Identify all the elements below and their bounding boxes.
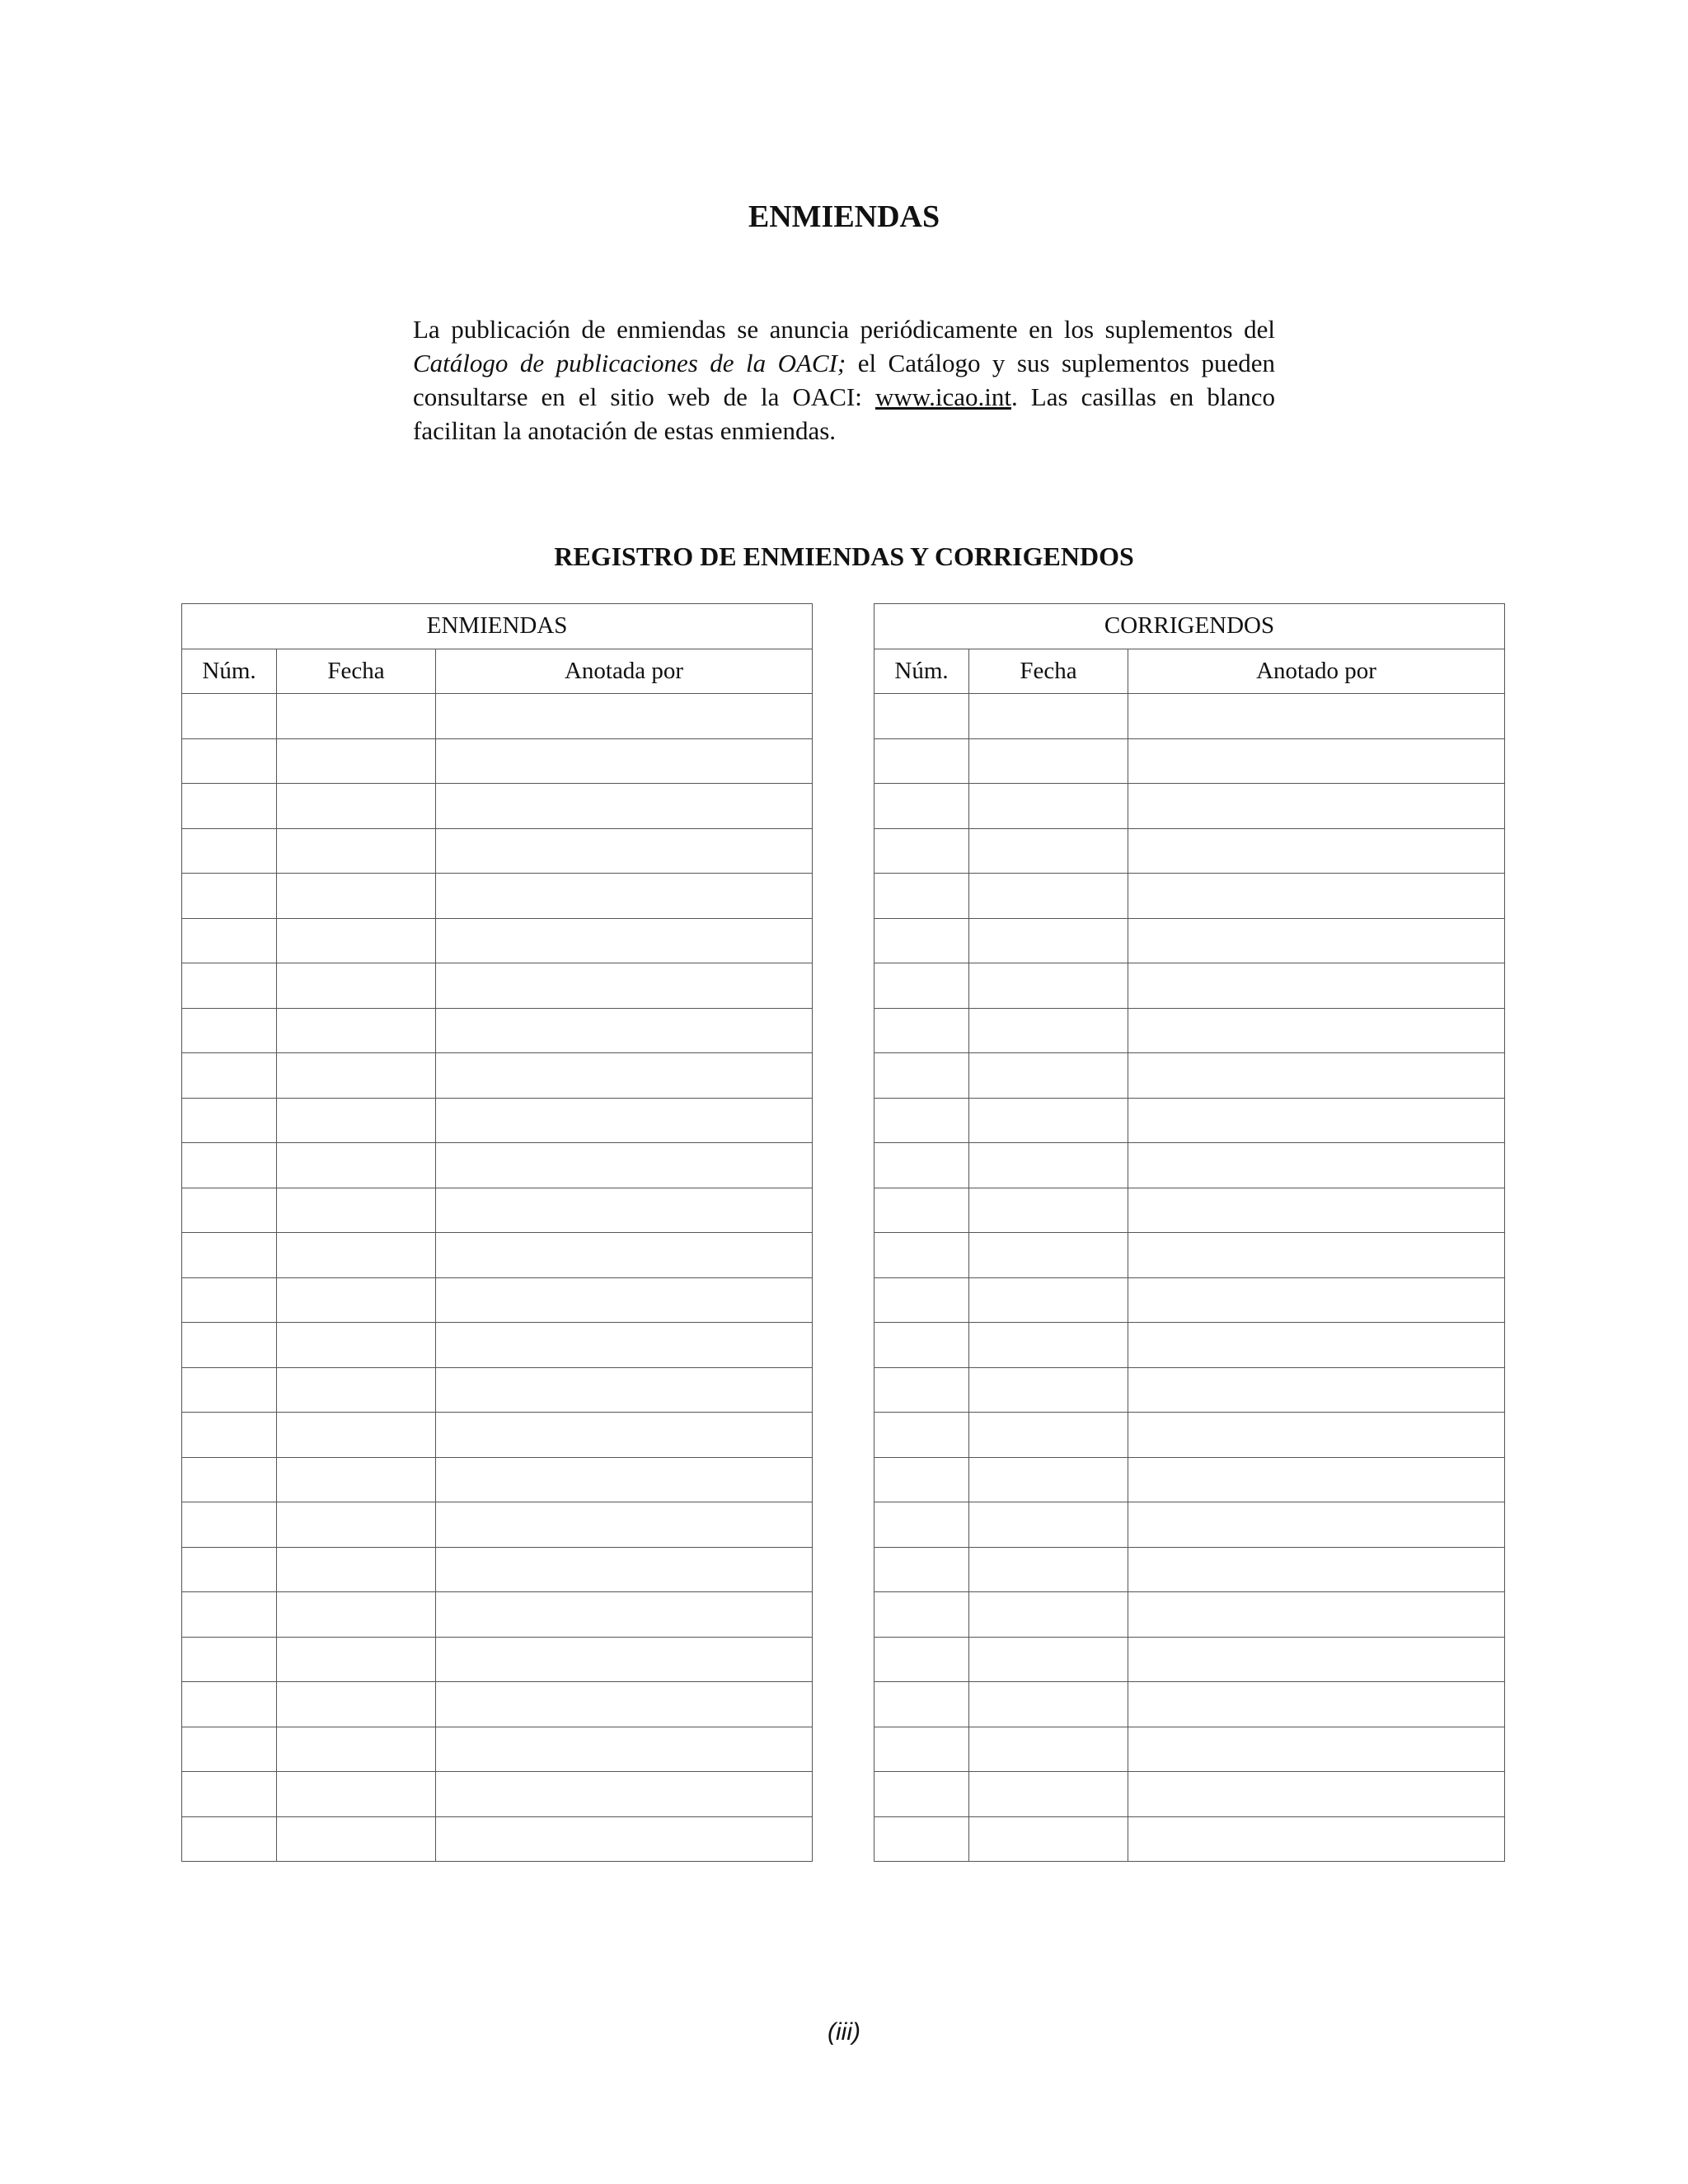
table-row bbox=[182, 694, 813, 739]
date-cell[interactable] bbox=[969, 918, 1128, 963]
table-row bbox=[874, 963, 1505, 1009]
annotated-by-cell[interactable] bbox=[1128, 1502, 1505, 1548]
table-row bbox=[874, 1367, 1505, 1413]
num-cell[interactable] bbox=[874, 1053, 969, 1099]
num-cell[interactable] bbox=[182, 1143, 277, 1188]
num-cell[interactable] bbox=[182, 1367, 277, 1413]
table-row bbox=[182, 1233, 813, 1278]
table-row bbox=[874, 1502, 1505, 1548]
date-cell[interactable] bbox=[969, 1188, 1128, 1233]
num-cell[interactable] bbox=[874, 1143, 969, 1188]
annotated-by-cell[interactable] bbox=[436, 1637, 813, 1682]
date-cell[interactable] bbox=[969, 1547, 1128, 1592]
num-cell[interactable] bbox=[874, 1098, 969, 1143]
column-header-num: Núm. bbox=[874, 649, 969, 694]
num-cell[interactable] bbox=[874, 1413, 969, 1458]
column-header-date: Fecha bbox=[969, 649, 1128, 694]
table-row bbox=[182, 1772, 813, 1817]
table-row bbox=[874, 1772, 1505, 1817]
table-row bbox=[874, 1277, 1505, 1323]
table-row bbox=[874, 918, 1505, 963]
table-row bbox=[874, 1188, 1505, 1233]
intro-text-1: La publicación de enmiendas se anuncia periódicamente en los suplementos del bbox=[413, 315, 1275, 344]
num-cell[interactable] bbox=[874, 1367, 969, 1413]
date-cell[interactable] bbox=[969, 1637, 1128, 1682]
column-header-annotated-by: Anotado por bbox=[1128, 649, 1505, 694]
table-row bbox=[874, 874, 1505, 919]
annotated-by-cell[interactable] bbox=[1128, 1592, 1505, 1638]
annotated-by-cell[interactable] bbox=[1128, 1727, 1505, 1772]
annotated-by-cell[interactable] bbox=[436, 1547, 813, 1592]
num-cell[interactable] bbox=[182, 1637, 277, 1682]
date-cell[interactable] bbox=[277, 1637, 436, 1682]
table-row bbox=[874, 1727, 1505, 1772]
date-cell[interactable] bbox=[277, 1592, 436, 1638]
table-row bbox=[874, 1457, 1505, 1502]
register-title: REGISTRO DE ENMIENDAS Y CORRIGENDOS bbox=[554, 541, 1134, 571]
date-cell[interactable] bbox=[277, 1682, 436, 1727]
table-row bbox=[182, 1188, 813, 1233]
date-cell[interactable] bbox=[969, 1233, 1128, 1278]
annotated-by-cell[interactable] bbox=[1128, 1547, 1505, 1592]
annotated-by-cell[interactable] bbox=[1128, 918, 1505, 963]
annotated-by-cell[interactable] bbox=[436, 1502, 813, 1548]
date-cell[interactable] bbox=[277, 1277, 436, 1323]
annotated-by-cell[interactable] bbox=[1128, 874, 1505, 919]
date-cell[interactable] bbox=[277, 963, 436, 1009]
annotated-by-cell[interactable] bbox=[436, 1413, 813, 1458]
date-cell[interactable] bbox=[969, 1323, 1128, 1368]
annotated-by-cell[interactable] bbox=[436, 738, 813, 784]
annotated-by-cell[interactable] bbox=[436, 1772, 813, 1817]
date-cell[interactable] bbox=[277, 918, 436, 963]
annotated-by-cell[interactable] bbox=[1128, 784, 1505, 829]
num-cell[interactable] bbox=[874, 1727, 969, 1772]
num-cell[interactable] bbox=[182, 1323, 277, 1368]
table-row bbox=[182, 1277, 813, 1323]
table-row bbox=[874, 1323, 1505, 1368]
column-header-date: Fecha bbox=[277, 649, 436, 694]
table-row bbox=[874, 1547, 1505, 1592]
page-title: ENMIENDAS bbox=[748, 199, 940, 234]
date-cell[interactable] bbox=[277, 828, 436, 874]
date-cell[interactable] bbox=[277, 694, 436, 739]
num-cell[interactable] bbox=[182, 1457, 277, 1502]
table-row bbox=[874, 784, 1505, 829]
date-cell[interactable] bbox=[969, 1772, 1128, 1817]
amendments-table-title: ENMIENDAS bbox=[182, 604, 813, 649]
num-cell[interactable] bbox=[182, 1682, 277, 1727]
annotated-by-cell[interactable] bbox=[436, 874, 813, 919]
annotated-by-cell[interactable] bbox=[436, 828, 813, 874]
date-cell[interactable] bbox=[277, 1143, 436, 1188]
annotated-by-cell[interactable] bbox=[1128, 1143, 1505, 1188]
date-cell[interactable] bbox=[969, 1592, 1128, 1638]
num-cell[interactable] bbox=[874, 1637, 969, 1682]
table-row bbox=[874, 1682, 1505, 1727]
date-cell[interactable] bbox=[277, 1772, 436, 1817]
num-cell[interactable] bbox=[874, 1277, 969, 1323]
table-row bbox=[182, 1053, 813, 1099]
num-cell[interactable] bbox=[874, 694, 969, 739]
num-cell[interactable] bbox=[182, 918, 277, 963]
annotated-by-cell[interactable] bbox=[436, 1457, 813, 1502]
table-row bbox=[182, 874, 813, 919]
table-row bbox=[182, 918, 813, 963]
catalog-title: Catálogo de publicaciones de la OACI; bbox=[413, 349, 846, 377]
table-row bbox=[182, 1143, 813, 1188]
date-cell[interactable] bbox=[969, 1367, 1128, 1413]
num-cell[interactable] bbox=[874, 963, 969, 1009]
table-row bbox=[874, 828, 1505, 874]
table-row bbox=[874, 1413, 1505, 1458]
num-cell[interactable] bbox=[874, 1592, 969, 1638]
table-row bbox=[182, 1098, 813, 1143]
num-cell[interactable] bbox=[182, 1502, 277, 1548]
date-cell[interactable] bbox=[277, 1502, 436, 1548]
table-row bbox=[182, 738, 813, 784]
date-cell[interactable] bbox=[277, 1727, 436, 1772]
date-cell[interactable] bbox=[277, 1816, 436, 1862]
table-row bbox=[874, 1008, 1505, 1053]
date-cell[interactable] bbox=[969, 1143, 1128, 1188]
amendments-table bbox=[181, 603, 813, 1862]
page-number: (iii) bbox=[828, 2018, 860, 2046]
date-cell[interactable] bbox=[277, 738, 436, 784]
table-row bbox=[874, 1637, 1505, 1682]
date-cell[interactable] bbox=[969, 1413, 1128, 1458]
num-cell[interactable] bbox=[182, 1277, 277, 1323]
date-cell[interactable] bbox=[969, 1277, 1128, 1323]
num-cell[interactable] bbox=[182, 963, 277, 1009]
date-cell[interactable] bbox=[969, 1098, 1128, 1143]
table-row bbox=[874, 1816, 1505, 1862]
date-cell[interactable] bbox=[969, 963, 1128, 1009]
annotated-by-cell[interactable] bbox=[1128, 1816, 1505, 1862]
annotated-by-cell[interactable] bbox=[1128, 1682, 1505, 1727]
table-row bbox=[182, 1816, 813, 1862]
website-link[interactable]: www.icao.int bbox=[874, 382, 1011, 411]
num-cell[interactable] bbox=[874, 738, 969, 784]
annotated-by-cell[interactable] bbox=[436, 1008, 813, 1053]
annotated-by-cell[interactable] bbox=[436, 1592, 813, 1638]
table-row bbox=[182, 1457, 813, 1502]
num-cell[interactable] bbox=[874, 1233, 969, 1278]
table-row bbox=[874, 1592, 1505, 1638]
table-row bbox=[182, 1008, 813, 1053]
date-cell[interactable] bbox=[277, 1323, 436, 1368]
annotated-by-cell[interactable] bbox=[436, 1816, 813, 1862]
num-cell[interactable] bbox=[182, 784, 277, 829]
date-cell[interactable] bbox=[969, 1502, 1128, 1548]
annotated-by-cell[interactable] bbox=[436, 1188, 813, 1233]
date-cell[interactable] bbox=[969, 738, 1128, 784]
annotated-by-cell[interactable] bbox=[1128, 1772, 1505, 1817]
annotated-by-cell[interactable] bbox=[1128, 828, 1505, 874]
table-row bbox=[182, 1727, 813, 1772]
num-cell[interactable] bbox=[182, 1053, 277, 1099]
table-row bbox=[182, 1502, 813, 1548]
table-row bbox=[182, 1323, 813, 1368]
date-cell[interactable] bbox=[277, 1188, 436, 1233]
annotated-by-cell[interactable] bbox=[1128, 963, 1505, 1009]
table-row bbox=[874, 1143, 1505, 1188]
date-cell[interactable] bbox=[277, 1233, 436, 1278]
annotated-by-cell[interactable] bbox=[436, 1233, 813, 1278]
column-header-num: Núm. bbox=[182, 649, 277, 694]
num-cell[interactable] bbox=[182, 828, 277, 874]
date-cell[interactable] bbox=[969, 1816, 1128, 1862]
date-cell[interactable] bbox=[277, 1367, 436, 1413]
num-cell[interactable] bbox=[182, 1233, 277, 1278]
annotated-by-cell[interactable] bbox=[436, 1053, 813, 1099]
annotated-by-cell[interactable] bbox=[1128, 1008, 1505, 1053]
annotated-by-cell[interactable] bbox=[436, 963, 813, 1009]
annotated-by-cell[interactable] bbox=[1128, 1053, 1505, 1099]
annotated-by-cell[interactable] bbox=[1128, 1098, 1505, 1143]
num-cell[interactable] bbox=[874, 1682, 969, 1727]
num-cell[interactable] bbox=[874, 1816, 969, 1862]
table-row bbox=[182, 963, 813, 1009]
table-row bbox=[874, 1233, 1505, 1278]
annotated-by-cell[interactable] bbox=[436, 1682, 813, 1727]
annotated-by-cell[interactable] bbox=[1128, 1323, 1505, 1368]
table-row bbox=[182, 1367, 813, 1413]
annotated-by-cell[interactable] bbox=[436, 1098, 813, 1143]
date-cell[interactable] bbox=[969, 784, 1128, 829]
corrigenda-table-title: CORRIGENDOS bbox=[874, 604, 1505, 649]
num-cell[interactable] bbox=[182, 1098, 277, 1143]
date-cell[interactable] bbox=[277, 1053, 436, 1099]
date-cell[interactable] bbox=[277, 1008, 436, 1053]
num-cell[interactable] bbox=[874, 1323, 969, 1368]
table-row bbox=[874, 1053, 1505, 1099]
table-row bbox=[182, 1547, 813, 1592]
num-cell[interactable] bbox=[182, 874, 277, 919]
annotated-by-cell[interactable] bbox=[1128, 1413, 1505, 1458]
date-cell[interactable] bbox=[969, 1682, 1128, 1727]
num-cell[interactable] bbox=[182, 1547, 277, 1592]
date-cell[interactable] bbox=[969, 1053, 1128, 1099]
table-row bbox=[182, 1413, 813, 1458]
intro-paragraph bbox=[413, 312, 1275, 448]
num-cell[interactable] bbox=[182, 1008, 277, 1053]
annotated-by-cell[interactable] bbox=[436, 1367, 813, 1413]
date-cell[interactable] bbox=[277, 1457, 436, 1502]
annotated-by-cell[interactable] bbox=[436, 1143, 813, 1188]
num-cell[interactable] bbox=[874, 1547, 969, 1592]
date-cell[interactable] bbox=[277, 1547, 436, 1592]
date-cell[interactable] bbox=[277, 784, 436, 829]
table-row bbox=[874, 1098, 1505, 1143]
annotated-by-cell[interactable] bbox=[1128, 1457, 1505, 1502]
intro-text-3: . Las casillas en blanco facilitan la anotación de estas enmiendas. bbox=[413, 382, 1275, 445]
date-cell[interactable] bbox=[969, 1457, 1128, 1502]
date-cell[interactable] bbox=[277, 1413, 436, 1458]
corrigenda-table bbox=[874, 603, 1505, 1862]
annotated-by-cell[interactable] bbox=[436, 1277, 813, 1323]
date-cell[interactable] bbox=[969, 1727, 1128, 1772]
date-cell[interactable] bbox=[277, 874, 436, 919]
annotated-by-cell[interactable] bbox=[1128, 1233, 1505, 1278]
num-cell[interactable] bbox=[874, 1772, 969, 1817]
table-row bbox=[182, 1682, 813, 1727]
num-cell[interactable] bbox=[182, 694, 277, 739]
annotated-by-cell[interactable] bbox=[436, 784, 813, 829]
annotated-by-cell[interactable] bbox=[436, 1727, 813, 1772]
num-cell[interactable] bbox=[874, 1188, 969, 1233]
num-cell[interactable] bbox=[182, 1772, 277, 1817]
num-cell[interactable] bbox=[182, 738, 277, 784]
num-cell[interactable] bbox=[874, 1502, 969, 1548]
annotated-by-cell[interactable] bbox=[1128, 738, 1505, 784]
num-cell[interactable] bbox=[182, 1592, 277, 1638]
date-cell[interactable] bbox=[969, 828, 1128, 874]
table-row bbox=[182, 828, 813, 874]
num-cell[interactable] bbox=[182, 1413, 277, 1458]
annotated-by-cell[interactable] bbox=[1128, 1637, 1505, 1682]
table-row bbox=[874, 694, 1505, 739]
date-cell[interactable] bbox=[969, 874, 1128, 919]
date-cell[interactable] bbox=[277, 1098, 436, 1143]
date-cell[interactable] bbox=[969, 1008, 1128, 1053]
intro-text-2: el Catálogo y sus suplementos pueden consultarse en el sitio web de la OACI: bbox=[413, 349, 1275, 411]
annotated-by-cell[interactable] bbox=[436, 918, 813, 963]
num-cell[interactable] bbox=[874, 918, 969, 963]
annotated-by-cell[interactable] bbox=[1128, 1277, 1505, 1323]
num-cell[interactable] bbox=[182, 1816, 277, 1862]
annotated-by-cell[interactable] bbox=[436, 1323, 813, 1368]
annotated-by-cell[interactable] bbox=[1128, 1188, 1505, 1233]
table-row bbox=[874, 738, 1505, 784]
date-cell[interactable] bbox=[969, 694, 1128, 739]
num-cell[interactable] bbox=[182, 1727, 277, 1772]
num-cell[interactable] bbox=[874, 874, 969, 919]
annotated-by-cell[interactable] bbox=[1128, 1367, 1505, 1413]
table-row bbox=[182, 1592, 813, 1638]
num-cell[interactable] bbox=[874, 828, 969, 874]
annotated-by-cell[interactable] bbox=[436, 694, 813, 739]
table-row bbox=[182, 784, 813, 829]
num-cell[interactable] bbox=[874, 1008, 969, 1053]
num-cell[interactable] bbox=[182, 1188, 277, 1233]
num-cell[interactable] bbox=[874, 1457, 969, 1502]
num-cell[interactable] bbox=[874, 784, 969, 829]
table-row bbox=[182, 1637, 813, 1682]
annotated-by-cell[interactable] bbox=[1128, 694, 1505, 739]
column-header-annotated-by: Anotada por bbox=[436, 649, 813, 694]
